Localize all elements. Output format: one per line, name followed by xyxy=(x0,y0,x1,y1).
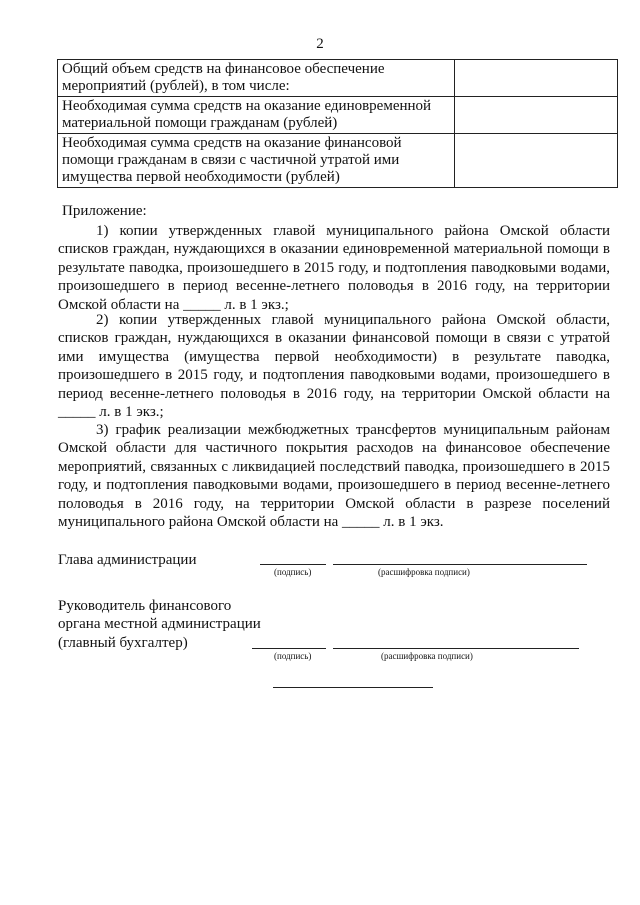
table-cell-label: Необходимая сумма средств на оказание единовременной материальной помощи гражданам (рублей) xyxy=(58,97,455,134)
table-cell-value xyxy=(455,134,618,188)
table-row xyxy=(58,97,618,134)
attachment-item-text: 2) копии утвержденных главой муниципального района Омской области, списков граждан, нуждающихся в оказании финансовой помощи в связи с утратой ими имущества (имущества первой необходимости) в результате паводка, произошедшего в 2015 году, и подтопления паводковыми водами, произошедшего в период весенне-летнего половодья в 2016 году, на территории Омской области на _____ л. в 1 экз.; xyxy=(58,312,610,421)
finance-decoding-caption: (расшифровка подписи) xyxy=(381,651,473,661)
finance-label-line: (главный бухгалтер) xyxy=(58,634,188,651)
attachment-item-2 xyxy=(58,311,610,421)
head-signature-label: Глава администрации xyxy=(58,552,197,568)
attachment-item-3 xyxy=(58,421,610,531)
head-decoding-line xyxy=(333,564,587,565)
page-number: 2 xyxy=(316,36,324,52)
attachment-item-1 xyxy=(58,222,610,314)
attachments-title: Приложение: xyxy=(62,203,147,219)
table-cell-label: Необходимая сумма средств на оказание финансовой помощи гражданам в связи с частичной утратой ими имущества первой необходимости (рублей) xyxy=(58,134,455,188)
table-cell-value xyxy=(455,97,618,134)
table-row xyxy=(58,134,618,188)
finance-signature-label xyxy=(58,597,261,652)
closing-separator-line xyxy=(273,687,433,688)
table-cell-value xyxy=(455,60,618,97)
table-row xyxy=(58,60,618,97)
head-signature-line xyxy=(260,564,326,565)
table-cell-label: Общий объем средств на финансовое обеспечение мероприятий (рублей), в том числе: xyxy=(58,60,455,97)
attachment-item-text: 3) график реализации межбюджетных трансфертов муниципальным районам Омской области для частичного покрытия расходов на финансовое обеспечение мероприятий, связанных с ликвидацией последствий паводка, произошедшего в 2015 году, и подтопления паводковыми водами, произошедшего в период весенне-летнего половодья в 2016 году, на территории Омской области в разрезе поселений муниципального района Омской области на _____ л. в 1 экз. xyxy=(58,422,610,531)
finance-decoding-line xyxy=(333,648,579,649)
finance-signature-line xyxy=(252,648,326,649)
funds-table xyxy=(57,59,618,188)
finance-signature-caption: (подпись) xyxy=(274,651,312,661)
attachment-item-text: 1) копии утвержденных главой муниципального района Омской области списков граждан, нуждающихся в оказании единовременной материальной помощи в результате паводка, произошедшего в 2015 году, и подтопления паводковыми водами, произошедшего в период весенне-летнего половодья в 2016 году, на территории Омской области на _____ л. в 1 экз.; xyxy=(58,223,610,313)
finance-label-line: Руководитель финансового xyxy=(58,598,232,614)
head-decoding-caption: (расшифровка подписи) xyxy=(378,567,470,577)
finance-label-line: органа местной администрации xyxy=(58,616,261,633)
head-signature-caption: (подпись) xyxy=(274,567,312,577)
